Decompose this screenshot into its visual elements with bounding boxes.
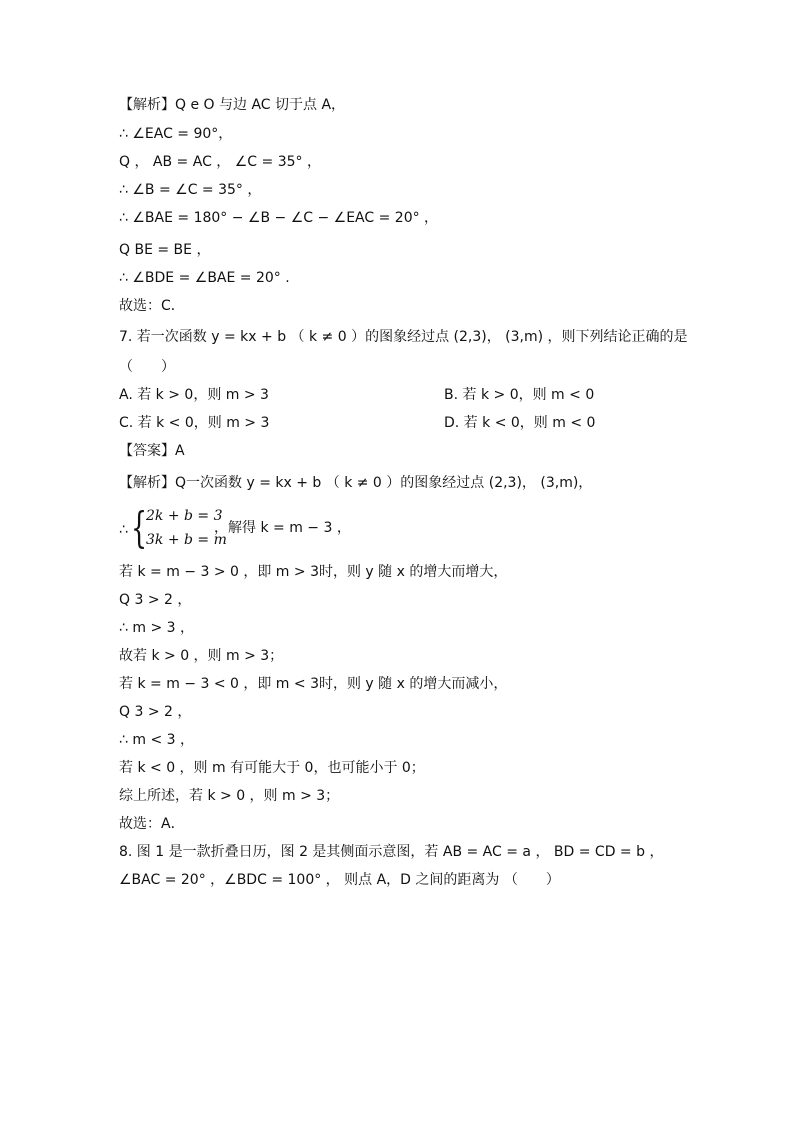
analysis-line: ∴ ∠B = ∠C = 35° ， <box>119 182 262 198</box>
analysis-line: 若 k = m − 3 < 0 ，即 m < 3时，则 y 随 x 的增大而减小， <box>119 676 508 692</box>
system-equation-1: 2k + b = 3 <box>146 508 223 524</box>
option-b: B. 若 k > 0，则 m < 0 <box>444 387 595 403</box>
option-a: A. 若 k > 0，则 m > 3 <box>119 387 269 403</box>
option-d: D. 若 k < 0，则 m < 0 <box>444 415 596 431</box>
system-solution: ，解得 k = m − 3 ， <box>214 520 351 536</box>
question-7-paren: （ ） <box>119 359 175 375</box>
analysis-line: 【解析】Q一次函数 y = kx + b （ k ≠ 0 ）的图象经过点 (2,3)， (3,m)， <box>119 475 593 491</box>
therefore-symbol: ∴ <box>119 522 128 538</box>
choice-line: 故选：C． <box>119 298 185 314</box>
analysis-line: Q ， AB = AC ， ∠C = 35° ， <box>119 154 321 170</box>
analysis-line: Q BE = BE ， <box>119 242 211 258</box>
question-8-stem: 8. 图 1 是一款折叠日历，图 2 是其侧面示意图，若 AB = AC = a ， BD = CD = b ， <box>119 844 664 860</box>
answer-line: 【答案】A <box>119 443 185 459</box>
left-brace-icon: { <box>131 503 148 552</box>
analysis-line: Q 3 > 2 ， <box>119 704 192 720</box>
system-equation-2: 3k + b = m <box>146 532 227 548</box>
analysis-line: 【解析】Q e O 与边 AC 切于点 A， <box>119 97 346 113</box>
analysis-line: ∴ ∠EAC = 90°， <box>119 126 233 142</box>
question-8-stem-cont: ∠BAC = 20° ，∠BDC = 100° ， 则点 A，D 之间的距离为 （ ） <box>119 872 560 888</box>
analysis-line: ∴ ∠BDE = ∠BAE = 20° . <box>119 270 290 286</box>
analysis-line: 若 k < 0 ，则 m 有可能大于 0，也可能小于 0； <box>119 760 425 776</box>
analysis-line: ∴ m > 3 ， <box>119 620 194 636</box>
option-c: C. 若 k < 0，则 m > 3 <box>119 415 270 431</box>
analysis-line: 综上所述，若 k > 0 ，则 m > 3； <box>119 788 340 804</box>
analysis-line: ∴ m < 3 ， <box>119 732 194 748</box>
choice-line: 故选：A． <box>119 816 185 832</box>
analysis-line: ∴ ∠BAE = 180° − ∠B − ∠C − ∠EAC = 20° ， <box>119 210 439 226</box>
question-7-stem: 7. 若一次函数 y = kx + b （ k ≠ 0 ）的图象经过点 (2,3)， (3,m) ，则下列结论正确的是 <box>119 329 688 345</box>
analysis-line: 若 k = m − 3 > 0 ，即 m > 3时，则 y 随 x 的增大而增大， <box>119 564 508 580</box>
analysis-line: Q 3 > 2 ， <box>119 592 192 608</box>
analysis-line: 故若 k > 0 ，则 m > 3； <box>119 648 284 664</box>
